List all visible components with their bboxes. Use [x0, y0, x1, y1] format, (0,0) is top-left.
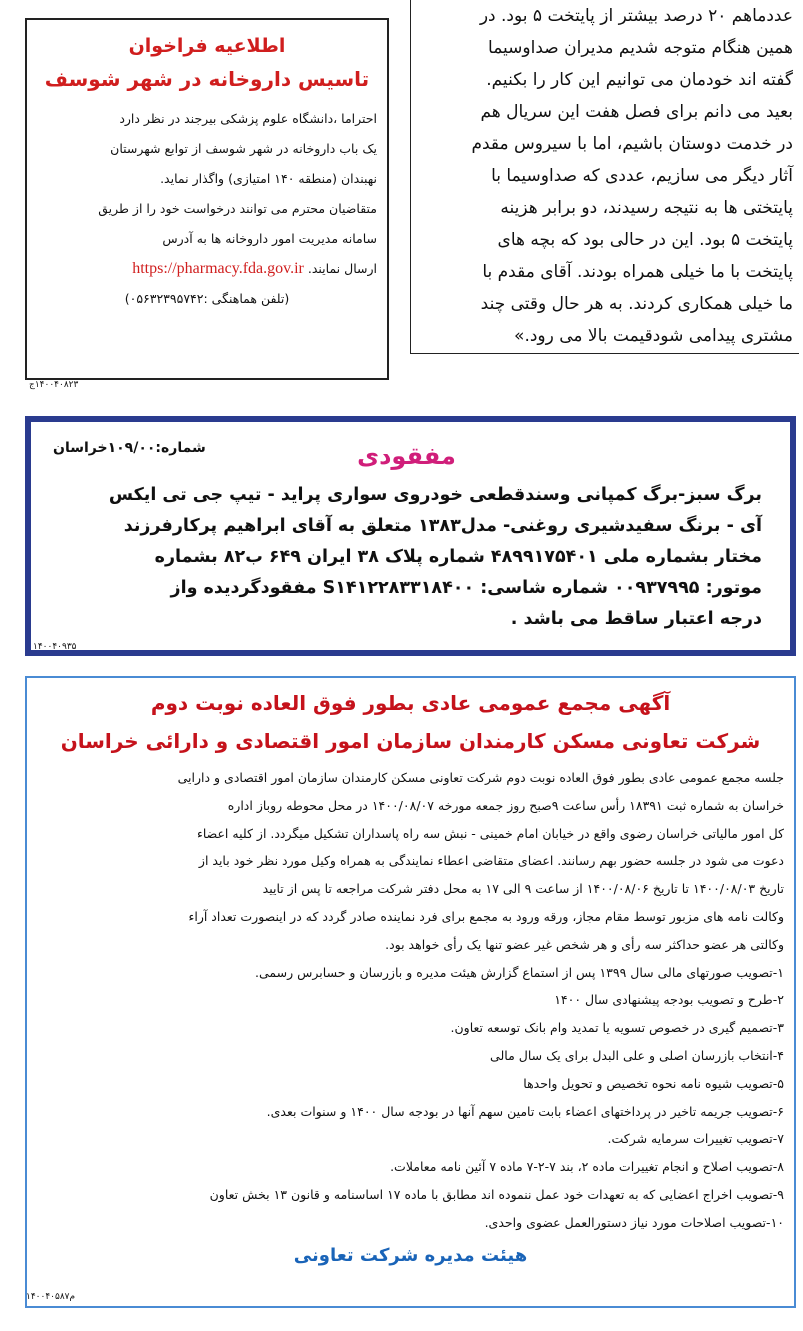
lost-line: درجه اعتبار ساقط می باشد .: [510, 609, 762, 629]
agenda-item: ۱۰-تصویب اصلاحات مورد نیاز دستورالعمل عضوی واحدی.: [484, 1214, 784, 1230]
assembly-ad-code: ۱۴۰۰۴۰۵۸۷م: [26, 1292, 76, 1302]
agenda-item: ۱-تصویب صورتهای مالی سال ۱۳۹۹ پس از استماع گزارش هیئت مدیره و بازرسان و حسابرس رسمی.: [255, 964, 784, 980]
article-column: [410, 0, 799, 354]
article-line: گفته اند خودمان می توانیم این کار را بکنیم.: [486, 70, 793, 90]
article-line: همین هنگام متوجه شدیم مدیران صداوسیما: [488, 38, 793, 58]
agenda-item: ۶-تصویب جریمه تاخیر در پرداختهای اعضاء بابت تامین سهم آنها در بودجه سال ۱۴۰۰ و سنوات بعدی.: [266, 1103, 784, 1119]
lost-notice-body: [51, 480, 762, 635]
assembly-signature: هیئت مدیره شرکت تعاونی: [293, 1244, 528, 1266]
pharmacy-url-line: [37, 254, 377, 284]
assembly-subheading: شرکت تعاونی مسکن کارمندان سازمان امور اقتصادی و دارائی خراسان: [60, 729, 761, 753]
article-line: ما خیلی همکاری کردند. به هر حال وقتی چند: [480, 294, 793, 314]
article-line: پایتختی ها به نتیجه رسیدند، دو برابر هزینه: [500, 198, 793, 218]
article-line: پایتخت ۵ بود. این در حالی بود که بچه های: [497, 230, 793, 250]
pharmacy-line: سامانه مدیریت امور داروخانه ها به آدرس: [162, 231, 377, 246]
pharmacy-notice: [25, 18, 389, 390]
assembly-notice: [25, 676, 796, 1308]
assembly-intro-line: خراسان به شماره ثبت ۱۸۳۹۱ رأس ساعت ۹صبح روز جمعه مورخه ۱۴۰۰/۰۸/۰۷ در محل محوطه روباز اداره: [227, 797, 784, 813]
agenda-item: ۴-انتخاب بازرسان اصلی و علی البدل برای یک سال مالی: [490, 1047, 784, 1063]
lost-ad-code: ۱۴۰۰۴۰۹۳۵: [33, 642, 77, 652]
article-line: در خدمت دوستان باشیم، اما با سیروس مقدم: [471, 134, 793, 154]
pharmacy-phone: (تلفن هماهنگی :۰۵۶۳۲۳۹۵۷۴۲): [124, 291, 290, 306]
pharmacy-line: یک باب داروخانه در شهر شوسف از توابع شهرستان: [110, 141, 377, 156]
pharmacy-line: احتراما ،دانشگاه علوم پزشکی بیرجند در نظر دارد: [119, 111, 377, 126]
assembly-body: [37, 764, 784, 1237]
agenda-item: ۹-تصویب اخراج اعضایی که به تعهدات خود عمل ننموده اند مطابق با ماده ۱۷ اساسنامه و قانون ۱۳ بخش تعاون: [209, 1186, 784, 1202]
lost-notice-number: شماره:۱۰۹/۰۰خراسان: [53, 440, 206, 456]
agenda-item: ۸-تصویب اصلاح و انجام تغییرات ماده ۲، بند ۷-۲-۷ ماده ۷ آئین نامه معاملات.: [390, 1159, 784, 1175]
lost-line: مختار بشماره ملی ۴۸۹۹۱۷۵۴۰۱ شماره پلاک ۳۸ ایران ۶۴۹ ب۸۲ بشماره: [154, 547, 762, 567]
pharmacy-ad-code: ۱۴۰۰۴۰۸۲۳ج: [29, 380, 79, 390]
assembly-intro-line: دعوت می شود در جلسه حضور بهم رسانند. اعضای متقاضی اعطاء نمایندگی به همراه وکیل مورد نظر خود باید از: [198, 853, 784, 869]
lost-line: موتور: ۰۰۹۳۷۹۹۵ شماره شاسی: S۱۴۱۲۲۸۳۳۱۸۴۰۰ مفقودگردیده واز: [170, 578, 762, 598]
lost-line: برگ سبز-برگ کمپانی وسندقطعی خودروی سواری پراید - تیپ جی تی ایکس: [108, 485, 762, 505]
lost-notice-title: مفقودی: [357, 442, 456, 470]
pharmacy-notice-title: اطلاعیه فراخوان: [128, 35, 286, 57]
pharmacy-line: نهبندان (منطقه ۱۴۰ امتیازی) واگذار نماید.: [160, 171, 377, 186]
article-line: مشتری پیدامی شودقیمت بالا می رود.»: [514, 326, 793, 346]
lost-line: آی - برنگ سفیدشیری روغنی- مدل۱۳۸۳ متعلق به آقای ابراهیم پرکارفرزند: [123, 516, 762, 536]
pharmacy-notice-subtitle: تاسیس داروخانه در شهر شوسف: [44, 67, 370, 91]
lost-notice: [25, 416, 796, 656]
pharmacy-url-suffix: ارسال نمایند.: [307, 261, 377, 276]
agenda-item: ۳-تصمیم گیری در خصوص تسویه یا تمدید وام بانک توسعه تعاون.: [450, 1020, 784, 1036]
article-line: عددماهم ۲۰ درصد بیشتر از پایتخت ۵ بود. در: [479, 6, 793, 26]
assembly-intro-line: تاریخ ۱۴۰۰/۰۸/۰۳ تا تاریخ ۱۴۰۰/۰۸/۰۶ از ساعت ۹ الی ۱۷ به محل دفتر شرکت مراجعه تا پس از تایید: [262, 881, 784, 897]
assembly-intro-line: وکالت نامه های مزبور توسط مقام مجاز، ورقه ورود به مجمع برای فرد نماینده صادر گردد که در اینصورت تعداد آراء: [188, 908, 784, 924]
article-line: پایتخت با ما خیلی همراه بودند. آقای مقدم با: [482, 262, 793, 282]
assembly-intro-line: کل امور مالیاتی خراسان رضوی واقع در خیابان امام خمینی - نبش سه راه پاسداران تشکیل میگردد. از کلیه اعضاء: [196, 825, 784, 841]
assembly-heading: آگهی مجمع عمومی عادی بطور فوق العاده نوبت دوم: [150, 691, 671, 715]
assembly-intro-line: وکالتی هر عضو حداکثر سه رأی و هر شخص غیر عضو تنها یک رأی خواهد بود.: [385, 936, 784, 952]
assembly-intro-line: جلسه مجمع عمومی عادی بطور فوق العاده نوبت دوم شرکت تعاونی مسکن کارمندان سازمان امور اقتصادی و دارایی: [177, 770, 784, 785]
pharmacy-notice-body: [37, 104, 377, 314]
pharmacy-line: متقاضیان محترم می توانند درخواست خود را از طریق: [98, 201, 377, 216]
agenda-item: ۷-تصویب تغییرات سرمایه شرکت.: [607, 1131, 784, 1147]
article-line: آثار دیگر می سازیم، عددی که صداوسیما با: [491, 166, 793, 186]
article-line: بعید می دانم برای فصل هفت این سریال هم: [480, 102, 793, 122]
agenda-item: ۵-تصویب شیوه نامه نحوه تخصیص و تحویل واحدها: [523, 1075, 784, 1091]
agenda-item: ۲-طرح و تصویب بودجه پیشنهادی سال ۱۴۰۰: [554, 992, 784, 1008]
pharmacy-url-link[interactable]: https://pharmacy.fda.gov.ir: [132, 260, 304, 277]
